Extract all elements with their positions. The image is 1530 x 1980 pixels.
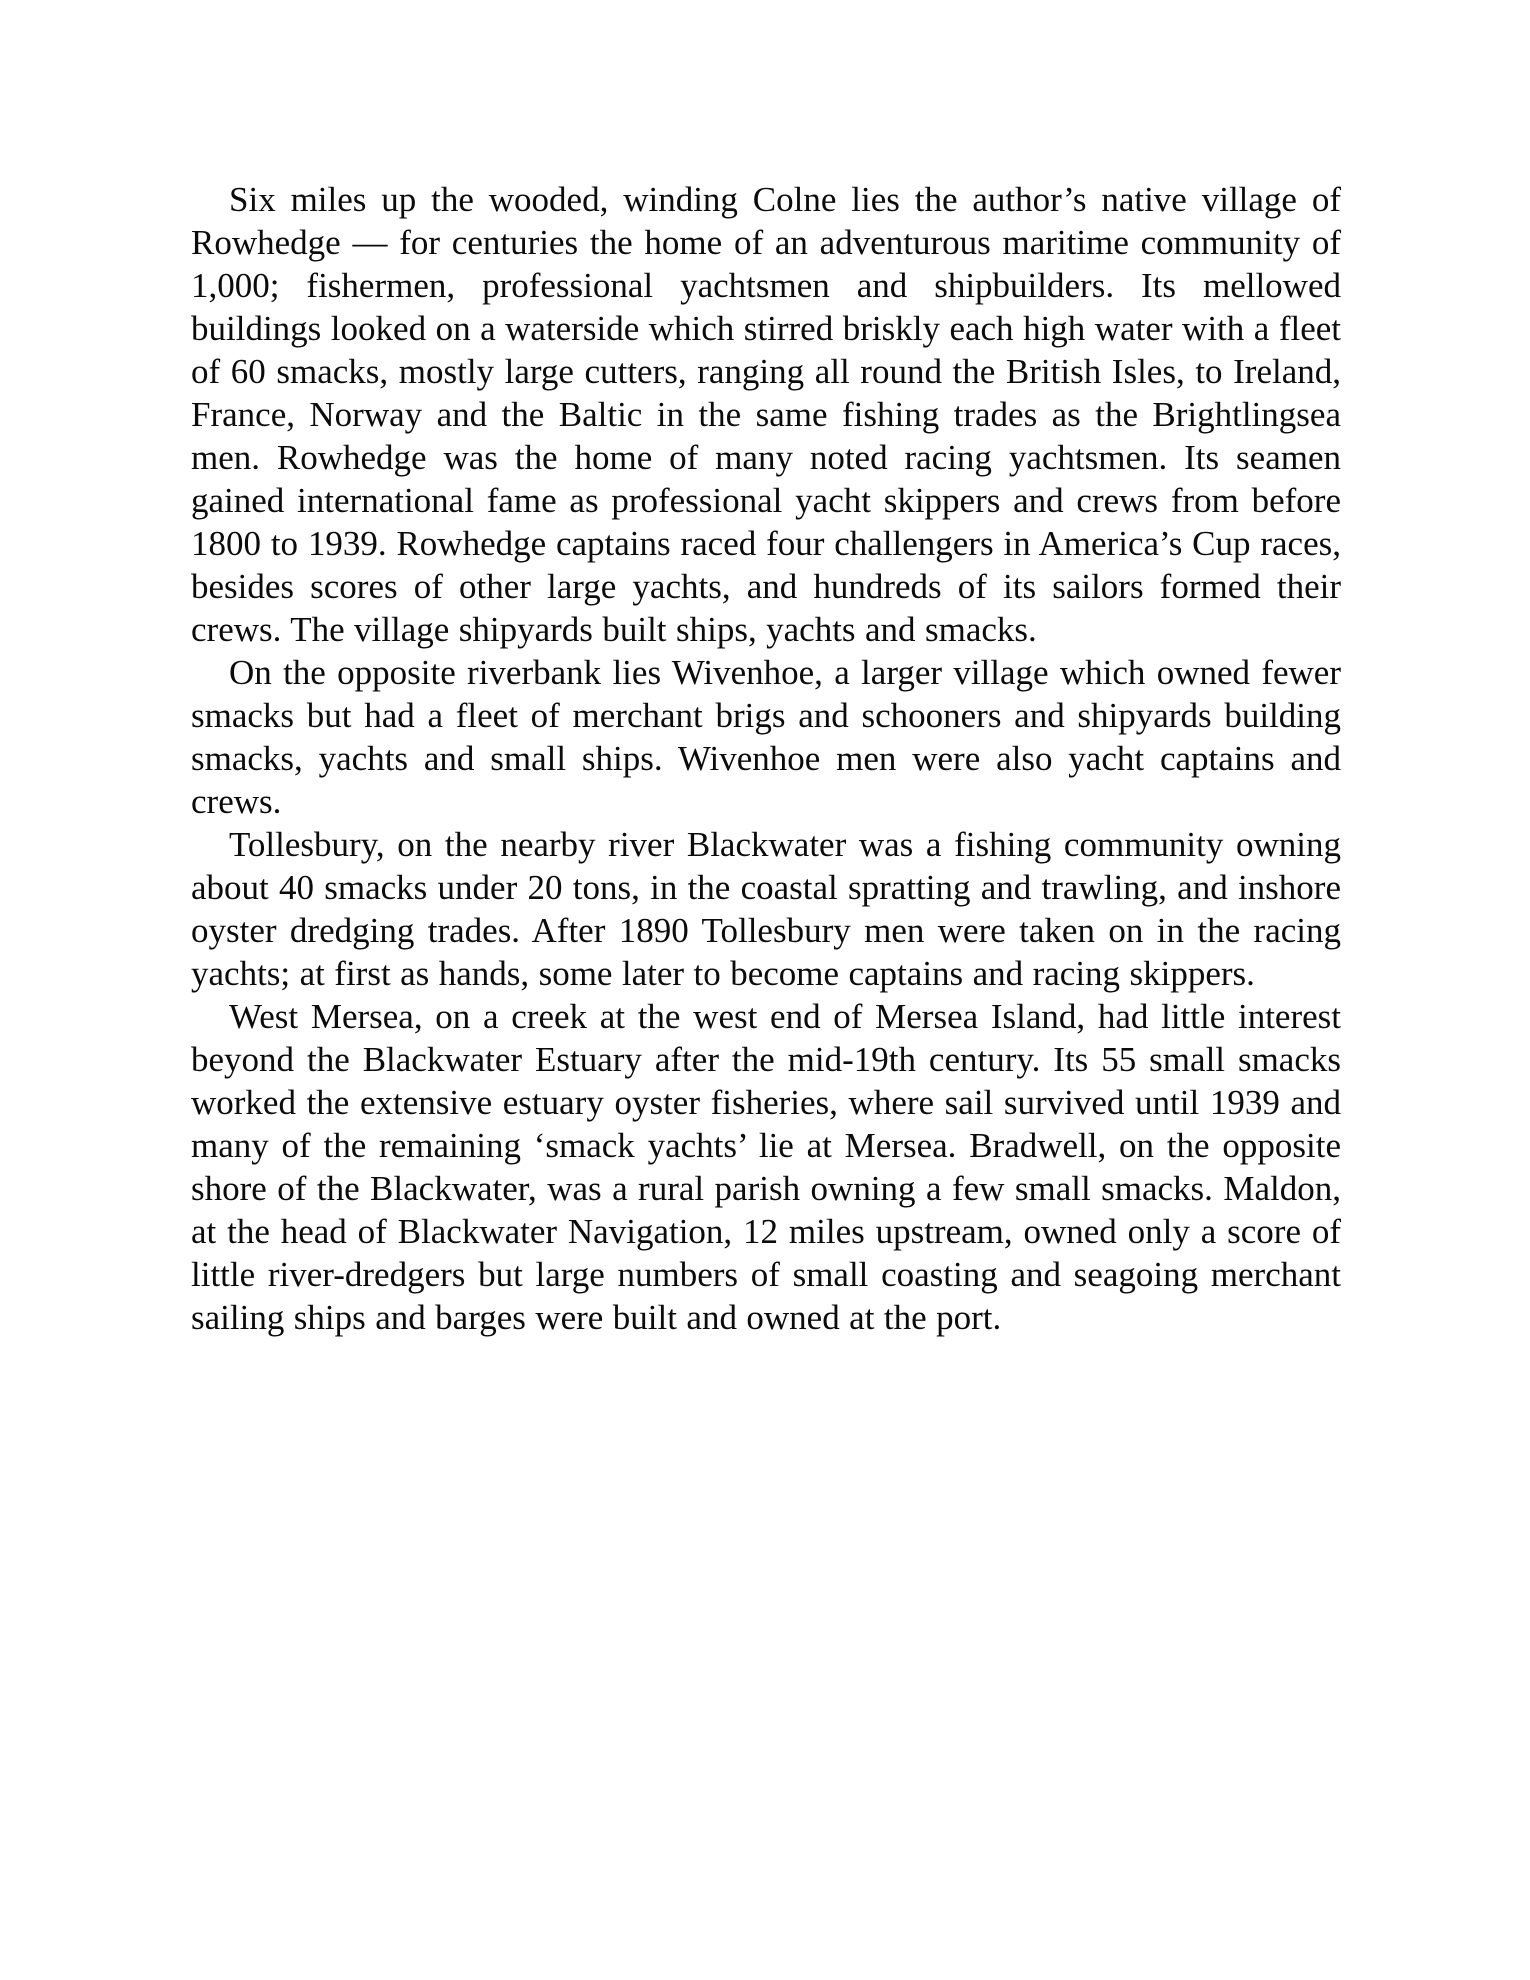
text-block — [191, 178, 1341, 1339]
paragraph-west-mersea: West Mersea, on a creek at the west end of Mersea Island, had little interest beyond the Blackwater Estuary after the mid-19th century. Its 55 small smacks worked the extensive estuary oyster fisheries, where sail survived until 1939 and many of the remaining ‘smack yachts’ lie at Mersea. Bradwell, on the opposite shore of the Blackwater, was a rural parish owning a few small smacks. Maldon, at the head of Blackwater Navigation, 12 miles upstream, owned only a score of little river-dredgers but large numbers of small coasting and seagoing merchant sailing ships and barges were built and owned at the port. — [191, 997, 1341, 1337]
paragraph-rowhedge: Six miles up the wooded, winding Colne lies the author’s native village of Rowhedge — for centuries the home of an adventurous maritime community of 1,000; fishermen, professional yachtsmen and shipbuilders. Its mellowed buildings looked on a waterside which stirred briskly each high water with a fleet of 60 smacks, mostly large cutters, ranging all round the British Isles, to Ireland, France, Norway and the Baltic in the same fishing trades as the Brightlingsea men. Rowhedge was the home of many noted racing yachtsmen. Its seamen gained international fame as professional yacht skippers and crews from before 1800 to 1939. Rowhedge captains raced four challengers in America’s Cup races, besides scores of other large yachts, and hundreds of its sailors formed their crews. The village shipyards built ships, yachts and smacks. — [191, 180, 1341, 649]
paragraph-wivenhoe: On the opposite riverbank lies Wivenhoe, a larger village which owned fewer smacks but had a fleet of merchant brigs and schooners and shipyards building smacks, yachts and small ships. Wivenhoe men were also yacht captains and crews. — [191, 653, 1341, 821]
paragraph-tollesbury: Tollesbury, on the nearby river Blackwater was a fishing community owning about 40 smacks under 20 tons, in the coastal spratting and trawling, and inshore oyster dredging trades. After 1890 Tollesbury men were taken on in the racing yachts; at first as hands, some later to become captains and racing skippers. — [191, 825, 1341, 993]
